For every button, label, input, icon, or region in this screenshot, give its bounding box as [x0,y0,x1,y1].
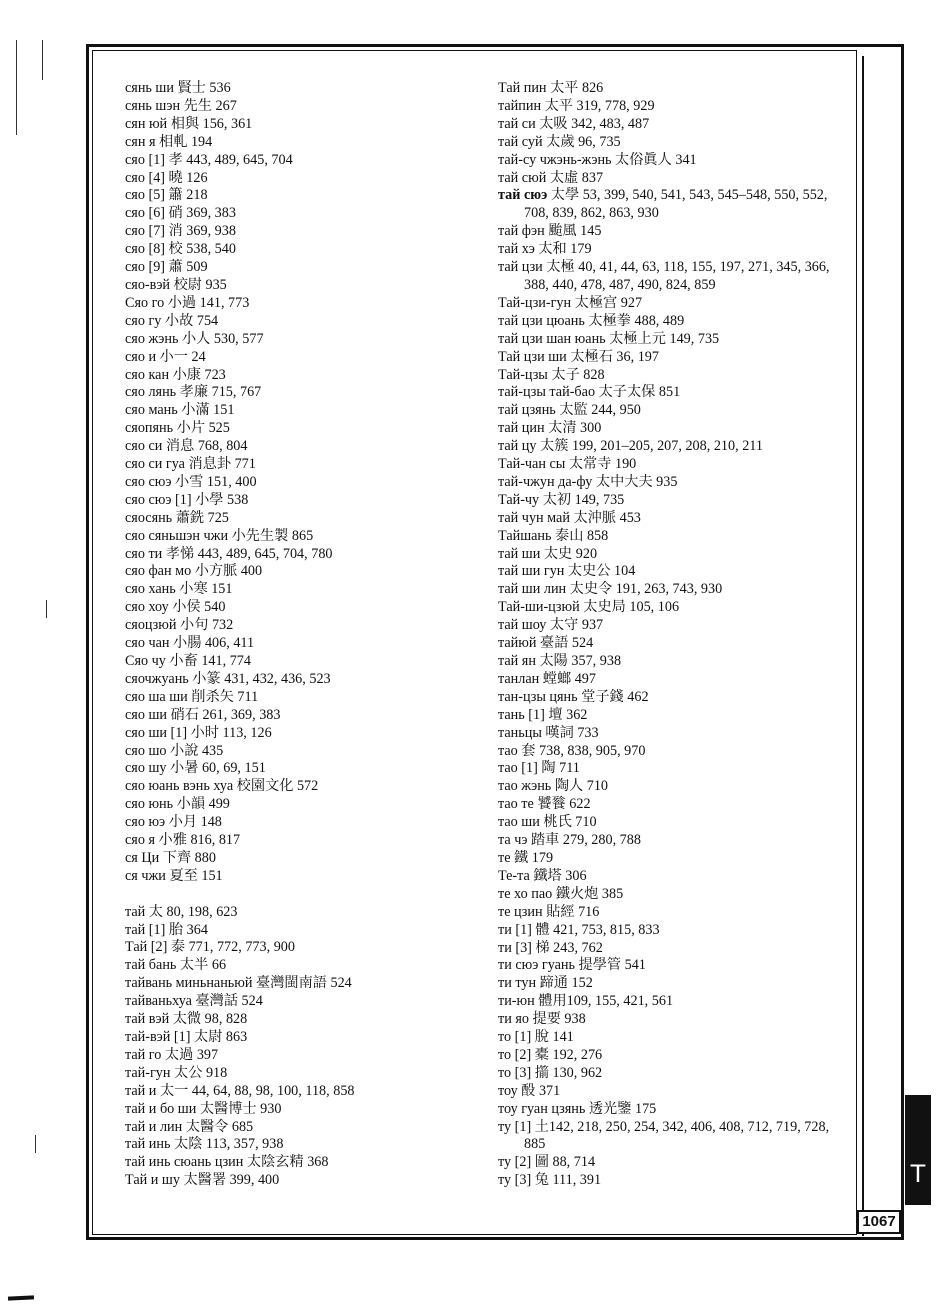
index-entry: сяо сяньшэн чжи 小先生製 865 [125,527,314,544]
index-entry: сян я 相軋 194 [125,133,213,150]
index-entry [498,259,848,295]
margin-mark [35,1135,36,1153]
index-entry: сяо мань 小滿 151 [125,402,235,419]
index-entry-text: тай ши гун 太史公 104 [498,563,636,580]
index-entry-text: тай фэн 颱風 145 [498,223,602,240]
index-entry-text: те цзин 貼經 716 [498,903,600,920]
margin-mark [42,40,43,80]
index-entry-text: тай цзи цюань 太極拳 488, 489 [498,312,685,329]
index-entry: сяо [7] 消 369, 938 [125,223,236,240]
index-entry [498,456,848,474]
index-entry-text: тайюй 臺語 524 [498,635,594,652]
index-entry: сяо шо 小說 435 [125,742,224,759]
index-entry-text: Тай-ши-цзюй 太史局 105, 106 [498,599,680,616]
index-entry-text: то [1] 脫 141 [498,1029,574,1046]
index-entry-text: тай ян 太陽 357, 938 [498,653,622,669]
page-number: 1067 [857,1210,901,1234]
index-entry-text: ти-юн 體用109, 155, 421, 561 [498,993,674,1010]
index-entry: Сяо чу 小畜 141, 774 [125,653,251,669]
index-entry-text: ти сюэ гуань 提學管 541 [498,957,646,974]
index-entry-text: Тай-цзи-гун 太極宫 927 [498,294,643,311]
index-entry: сяо сюэ 小雪 151, 400 [125,473,257,490]
index-entry [498,170,848,188]
index-entry [498,599,848,617]
index-entry-text: тай цин 太清 300 [498,420,602,437]
index-entry-text: тао те 饕餮 622 [498,796,591,813]
index-entry-text: Тай-чу 太初 149, 735 [498,491,625,508]
section-gap [125,886,485,904]
index-entry-text: тай цзянь 太監 244, 950 [498,402,641,419]
index-entry-text: Тай-цзы 太子 828 [498,366,605,383]
index-entry [498,98,848,116]
index-entry-text: тао 套 738, 838, 905, 970 [498,742,646,759]
index-entry: сяо и 小一 24 [125,348,206,365]
index-entry [498,760,848,778]
index-entry: тай-вэй [1] 太尉 863 [125,1029,248,1046]
index-entry [498,886,848,904]
index-entry-text: тай ши 太史 920 [498,545,598,562]
index-entry-text: то [2] 橐 192, 276 [498,1046,603,1063]
index-entry: сяочжуань 小篆 431, 432, 436, 523 [125,670,331,687]
index-entry [498,152,848,170]
index-entry-text: Тай пин 太平 826 [498,80,604,96]
index-entry [498,420,848,438]
index-entry: сяопянь 小片 525 [125,420,230,437]
index-entry-text: тай-цзы тай-бао 太子太保 851 [498,384,681,401]
index-entry: тай и бо ши 太醫博士 930 [125,1100,282,1117]
index-entry-text: ту [1] 土142, 218, 250, 254, 342, 406, 408, 712, 719, 728, 885 [498,1118,830,1153]
index-entry: сяо [1] 孝 443, 489, 645, 704 [125,151,293,168]
index-entry: тай и 太一 44, 64, 88, 98, 100, 118, 858 [125,1082,355,1099]
index-entry: тай вэй 太微 98, 828 [125,1011,248,1028]
index-entry [498,617,848,635]
index-entry [498,384,848,402]
index-entry [498,904,848,922]
index-entry [498,367,848,385]
index-entry [498,1119,848,1155]
index-entry: сянь шэн 先生 267 [125,97,237,114]
index-entry-text: тай-чжун да-фу 太中大夫 935 [498,473,678,490]
index-entry [498,707,848,725]
index-entry: тай и лин 太醫令 685 [125,1118,254,1135]
index-entry [498,1083,848,1101]
index-entry-text: ти тун 蹄通 152 [498,975,593,992]
index-entry [498,438,848,456]
index-entry [498,850,848,868]
index-entry: тай го 太過 397 [125,1046,219,1063]
index-entry [498,546,848,564]
index-entry [498,134,848,152]
index-column-left [125,80,485,1190]
index-entry [498,492,848,510]
index-entry: сяо ти 孝悌 443, 489, 645, 704, 780 [125,545,333,562]
index-entry-text: тай цу 太簇 199, 201–205, 207, 208, 210, 211 [498,438,763,455]
index-entry-text: то [3] 擶 130, 962 [498,1064,603,1081]
index-entry [498,510,848,528]
margin-mark [46,600,47,618]
index-entry-text: тань [1] 壇 362 [498,706,588,723]
index-entry: Тай и шу 太醫署 399, 400 [125,1172,280,1189]
index-entry [498,725,848,743]
index-entry: Сяо го 小過 141, 773 [125,294,250,311]
index-entry-text: тай си 太吸 342, 483, 487 [498,115,650,132]
index-entry: сяо лянь 孝廉 715, 767 [125,384,262,401]
index-entry-text: тай чун май 太沖脈 453 [498,509,641,526]
index-entry [498,671,848,689]
thumb-index-tab [905,1095,931,1205]
index-entry: сяо юнь 小韻 499 [125,796,230,813]
index-entry: ся чжи 夏至 151 [125,867,223,884]
index-entry [498,1101,848,1119]
index-entry: тай инь сюань цзин 太陰玄精 368 [125,1154,329,1171]
index-entry: сяо [5] 簫 218 [125,187,208,204]
index-entry-text: Тай цзи ши 太極石 36, 197 [498,348,659,365]
index-entry: сяоцзюй 小句 732 [125,617,234,634]
index-entry [498,528,848,546]
index-entry [498,331,848,349]
index-entry-text: ту [3] 兔 111, 391 [498,1172,602,1189]
index-entry [498,922,848,940]
index-entry [498,313,848,331]
index-entry [498,116,848,134]
index-entry: сяо я 小雅 816, 817 [125,832,241,849]
index-entry-text: танлан 螳螂 497 [498,670,596,687]
index-entry: тай [1] 胎 364 [125,921,208,938]
index-entry: сяо си гуа 消息卦 771 [125,456,256,473]
index-entry: сяо хань 小寒 151 [125,581,233,598]
index-entry [498,868,848,886]
index-entry: сяо сюэ [1] 小學 538 [125,491,249,508]
index-entry: сяо юань вэнь хуа 校園文化 572 [125,778,319,795]
index-entry-text: тао [1] 陶 711 [498,760,580,777]
index-entry: сяо ши [1] 小时 113, 126 [125,724,272,741]
index-entry: сяо чан 小腸 406, 411 [125,635,255,652]
index-entry [498,635,848,653]
index-entry-text: тао жэнь 陶人 710 [498,778,609,795]
index-entry [498,832,848,850]
index-entry: сян юй 相與 156, 361 [125,115,253,132]
index-entry [498,223,848,241]
index-entry-text: тоу 酘 371 [498,1082,561,1099]
index-entry: тай бань 太半 66 [125,957,227,974]
index-entry: сяо жэнь 小人 530, 577 [125,330,264,347]
index-entry [498,940,848,958]
index-entry [498,689,848,707]
index-entry [498,778,848,796]
index-entry: сяо [9] 蕭 509 [125,259,208,276]
index-entry: тайвань миньнаньюй 臺灣閩南語 524 [125,975,352,992]
index-entry [498,563,848,581]
index-entry-text: ту [2] 圖 88, 714 [498,1154,596,1171]
index-entry: сяо гу 小故 754 [125,312,219,329]
index-entry-text: ти [3] 梯 243, 762 [498,939,603,956]
index-entry: Тай [2] 泰 771, 772, 773, 900 [125,939,295,956]
index-entry-text: ти [1] 體 421, 753, 815, 833 [498,921,660,938]
index-entry: сянь ши 賢士 536 [125,80,231,96]
index-entry [498,474,848,492]
index-entry-text: тай цзи 太極 40, 41, 44, 63, 118, 155, 197, 271, 345, 366, 388, 440, 478, 487, 490, 824, 859 [498,259,830,293]
index-entry: сяосянь 蕭銑 725 [125,509,229,526]
index-entry-text: тан-цзы цянь 堂子錢 462 [498,688,649,705]
index-entry-text: тай-су чжэнь-жэнь 太俗眞人 341 [498,151,697,168]
index-entry: сяо юэ 小月 148 [125,814,222,831]
index-entry: сяо шу 小暑 60, 69, 151 [125,760,266,777]
index-entry [498,975,848,993]
index-entry-text: тай шоу 太守 937 [498,617,604,634]
index-entry: сяо [4] 曉 126 [125,169,208,186]
index-entry: сяо ши 硝石 261, 369, 383 [125,706,281,723]
index-entry-headword: тай сюэ [498,187,548,204]
index-entry-text: Тай-чан сы 太常寺 190 [498,456,637,473]
index-entry-text: тай суй 太歲 96, 735 [498,133,621,150]
index-entry-text: тай цзи шан юань 太極上元 149, 735 [498,330,720,347]
index-entry: тай 太 80, 198, 623 [125,903,238,920]
index-entry [498,402,848,420]
index-entry [498,80,848,98]
scan-mark [8,1295,34,1300]
index-entry [498,1172,848,1190]
index-entry [498,1047,848,1065]
index-entry-text: тайпин 太平 319, 778, 929 [498,97,655,114]
index-entry: сяо фан мо 小方脈 400 [125,563,263,580]
index-entry: тай-гун 太公 918 [125,1064,228,1081]
index-entry-text: 太學 53, 399, 540, 541, 543, 545–548, 550, 552, 708, 839, 862, 863, 930 [524,187,828,222]
index-entry [498,993,848,1011]
margin-mark [16,40,17,135]
index-entry: сяо [8] 校 538, 540 [125,241,236,258]
index-entry [498,653,848,671]
index-entry-text: тай ши лин 太史令 191, 263, 743, 930 [498,581,723,598]
index-entry-text: ти яо 提要 938 [498,1011,586,1028]
index-entry [498,1011,848,1029]
index-entry-text: таньцы 嘆詞 733 [498,724,599,741]
index-entry [498,814,848,832]
index-entry [498,581,848,599]
index-entry: сяо кан 小康 723 [125,366,226,383]
index-entry [498,241,848,259]
index-entry-text: Тайшань 泰山 858 [498,527,609,544]
index-entry-text: те 鐵 179 [498,849,554,866]
index-entry: сяо хоу 小侯 540 [125,599,226,616]
index-entry [498,743,848,761]
index-entry [498,1029,848,1047]
index-entry-text: тай хэ 太和 179 [498,241,592,258]
index-entry-text: тоу гуан цзянь 透光鑒 175 [498,1100,657,1117]
index-entry [498,295,848,313]
index-entry [498,187,848,223]
index-entry [498,1065,848,1083]
index-entry-text: Те-та 鐵塔 306 [498,867,587,884]
index-entry: тайваньхуа 臺灣話 524 [125,993,263,1010]
index-entry [498,349,848,367]
index-entry: ся Ци 下齊 880 [125,849,216,866]
index-column-right [498,80,848,1190]
thumb-index-letter: Т [910,1160,926,1188]
index-entry [498,796,848,814]
index-entry-text: та чэ 踏車 279, 280, 788 [498,832,641,849]
index-entry-text: тао ши 桃氏 710 [498,814,597,831]
index-entry: сяо си 消息 768, 804 [125,438,248,455]
index-entry: тай инь 太陰 113, 357, 938 [125,1136,284,1153]
index-entry-text: тай сюй 太虛 837 [498,169,604,186]
index-entry: сяо ша ши 削杀矢 711 [125,688,259,705]
index-entry: сяо-вэй 校尉 935 [125,276,227,293]
index-entry [498,1154,848,1172]
index-entry-text: те хо пао 鐵火炮 385 [498,885,624,902]
index-entry [498,957,848,975]
index-entry: сяо [6] 硝 369, 383 [125,205,236,222]
side-rule [862,56,864,1236]
